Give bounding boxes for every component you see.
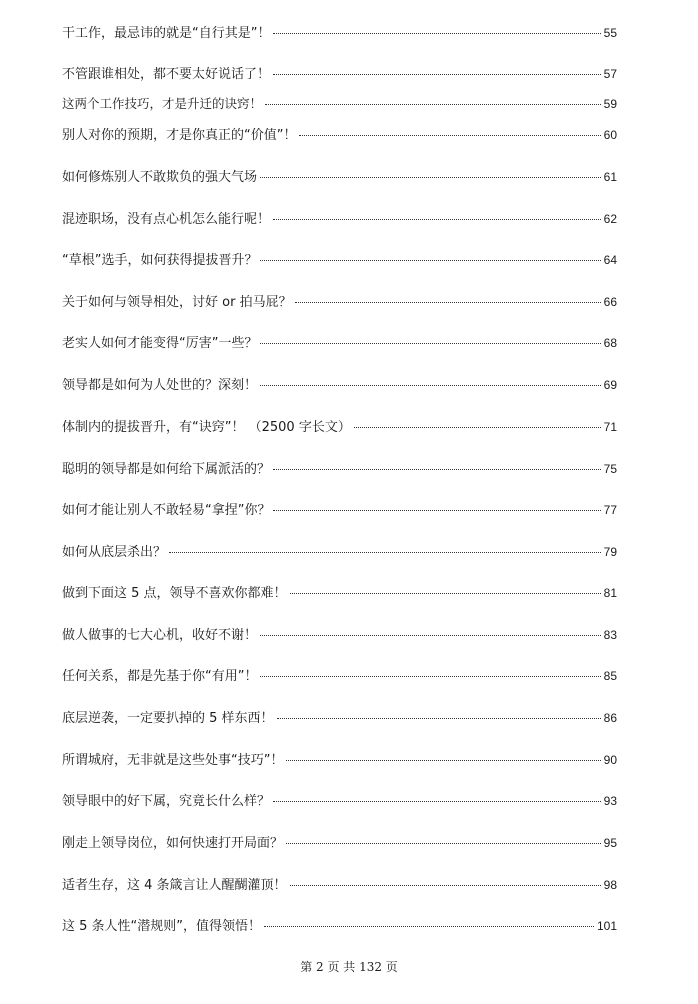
toc-entry-title: 做人做事的七大心机，收好不谢！ [62, 628, 258, 643]
toc-entry-page: 60 [603, 128, 617, 142]
toc-entry[interactable] [62, 752, 617, 769]
toc-entry-page: 90 [603, 753, 617, 767]
toc-entry-title: 适者生存，这 4 条箴言让人醒醐灌顶！ [62, 878, 287, 893]
toc-entry-page: 93 [603, 794, 617, 808]
toc-entry[interactable] [62, 294, 617, 311]
toc-leader-dots [264, 926, 594, 927]
toc-entry-title: 如何从底层杀出？ [62, 545, 167, 560]
toc-entry-page: 61 [603, 170, 617, 184]
toc-entry-page: 71 [603, 420, 617, 434]
toc-entry-page: 62 [603, 212, 617, 226]
toc-entry-page: 64 [603, 253, 617, 267]
toc-entry[interactable] [62, 127, 617, 144]
toc-leader-dots [277, 718, 601, 719]
toc-entry-page: 95 [603, 836, 617, 850]
toc-entry-title: 领导都是如何为人处世的？深刻！ [62, 378, 258, 393]
toc-leader-dots [286, 760, 600, 761]
toc-leader-dots [273, 219, 601, 220]
toc-entry[interactable] [62, 335, 617, 352]
toc-leader-dots [290, 885, 601, 886]
toc-entry-page: 101 [596, 919, 617, 933]
toc-entry-page: 55 [603, 26, 617, 40]
toc-entry[interactable] [62, 627, 617, 644]
toc-entry[interactable] [62, 96, 617, 112]
toc-leader-dots [273, 74, 601, 75]
toc-entry-page: 86 [603, 711, 617, 725]
toc-leader-dots [260, 260, 600, 261]
toc-entry[interactable] [62, 169, 617, 186]
toc-entry[interactable] [62, 918, 617, 935]
toc-entry-page: 68 [603, 336, 617, 350]
toc-leader-dots [286, 843, 601, 844]
toc-leader-dots [260, 676, 600, 677]
toc-leader-dots [295, 302, 601, 303]
toc-leader-dots [290, 593, 601, 594]
toc-entry-page: 59 [603, 97, 617, 111]
toc-entry-title: 混迹职场，没有点心机怎么能行呢！ [62, 212, 271, 227]
toc-entry[interactable] [62, 544, 617, 561]
toc-entry-title: 领导眼中的好下属，究竟长什么样？ [62, 794, 271, 809]
toc-entry[interactable] [62, 877, 617, 894]
toc-leader-dots [273, 510, 600, 511]
toc-entry-page: 75 [603, 462, 617, 476]
toc-leader-dots [169, 552, 601, 553]
page-footer [0, 958, 698, 975]
toc-entry[interactable] [62, 585, 617, 602]
toc-entry-title: 做到下面这 5 点，领导不喜欢你都难！ [62, 586, 287, 601]
toc-leader-dots [265, 104, 601, 105]
toc-entry-title: 刚走上领导岗位，如何快速打开局面？ [62, 836, 284, 851]
toc-entry[interactable] [62, 835, 617, 852]
toc-entry-title: 底层逆袭，一定要扒掉的 5 样东西！ [62, 711, 274, 726]
toc-entry[interactable] [62, 211, 617, 228]
toc-entry-page: 77 [603, 503, 617, 517]
toc-entry-page: 98 [603, 878, 617, 892]
toc-leader-dots [354, 427, 601, 428]
toc-entry-title: 这 5 条人性“潜规则”，值得领悟！ [62, 919, 262, 934]
toc-entry-title: 体制内的提拔晋升，有“诀窍”！ （2500 字长文） [62, 420, 351, 435]
toc-leader-dots [273, 469, 601, 470]
toc-leader-dots [273, 33, 600, 34]
toc-entry-page: 69 [603, 378, 617, 392]
toc-entry-title: 聪明的领导都是如何给下属派活的？ [62, 462, 271, 477]
toc-entry-title: 如何修炼别人不敢欺负的强大气场 [62, 170, 258, 185]
toc-leader-dots [260, 385, 601, 386]
toc-entry-title: “草根”选手，如何获得提拔晋升？ [62, 253, 258, 268]
toc-entry[interactable] [62, 710, 617, 727]
toc-entry[interactable] [62, 66, 617, 83]
toc-entry-title: 如何才能让别人不敢轻易“拿捏”你？ [62, 503, 271, 518]
toc-entry-title: 所谓城府，无非就是这些处事“技巧”！ [62, 753, 284, 768]
toc-entry-page: 57 [603, 67, 617, 81]
toc-entry[interactable] [62, 668, 617, 685]
toc-entry[interactable] [62, 461, 617, 478]
toc-entry-page: 85 [603, 669, 617, 683]
toc-entry-title: 干工作，最忌讳的就是“自行其是”！ [62, 26, 271, 41]
toc-entry[interactable] [62, 419, 617, 436]
toc-entry[interactable] [62, 252, 617, 269]
toc-entry-page: 83 [603, 628, 617, 642]
toc-entry-title: 任何关系，都是先基于你“有用”！ [62, 669, 258, 684]
toc-entry-page: 79 [603, 545, 617, 559]
toc-entry[interactable] [62, 377, 617, 394]
toc-entry-page: 66 [603, 295, 617, 309]
toc-leader-dots [260, 177, 601, 178]
toc-leader-dots [260, 635, 601, 636]
toc-entry-title: 老实人如何才能变得“厉害”一些？ [62, 336, 258, 351]
toc-leader-dots [260, 343, 600, 344]
toc-entry-title: 关于如何与领导相处，讨好 or 拍马屁？ [62, 295, 292, 310]
toc-entry-page: 81 [603, 586, 617, 600]
toc-entry[interactable] [62, 502, 617, 519]
toc-entry[interactable] [62, 793, 617, 810]
toc-entry-title: 不管跟谁相处，都不要太好说话了！ [62, 67, 271, 82]
toc-leader-dots [273, 801, 601, 802]
toc-entry-title: 别人对你的预期，才是你真正的“价值”！ [62, 128, 297, 143]
toc-leader-dots [299, 135, 600, 136]
toc-entry[interactable] [62, 25, 617, 42]
page-number-label: 第 2 页 共 132 页 [300, 960, 398, 974]
toc-entry-title: 这两个工作技巧，才是升迁的诀窍！ [62, 96, 263, 111]
